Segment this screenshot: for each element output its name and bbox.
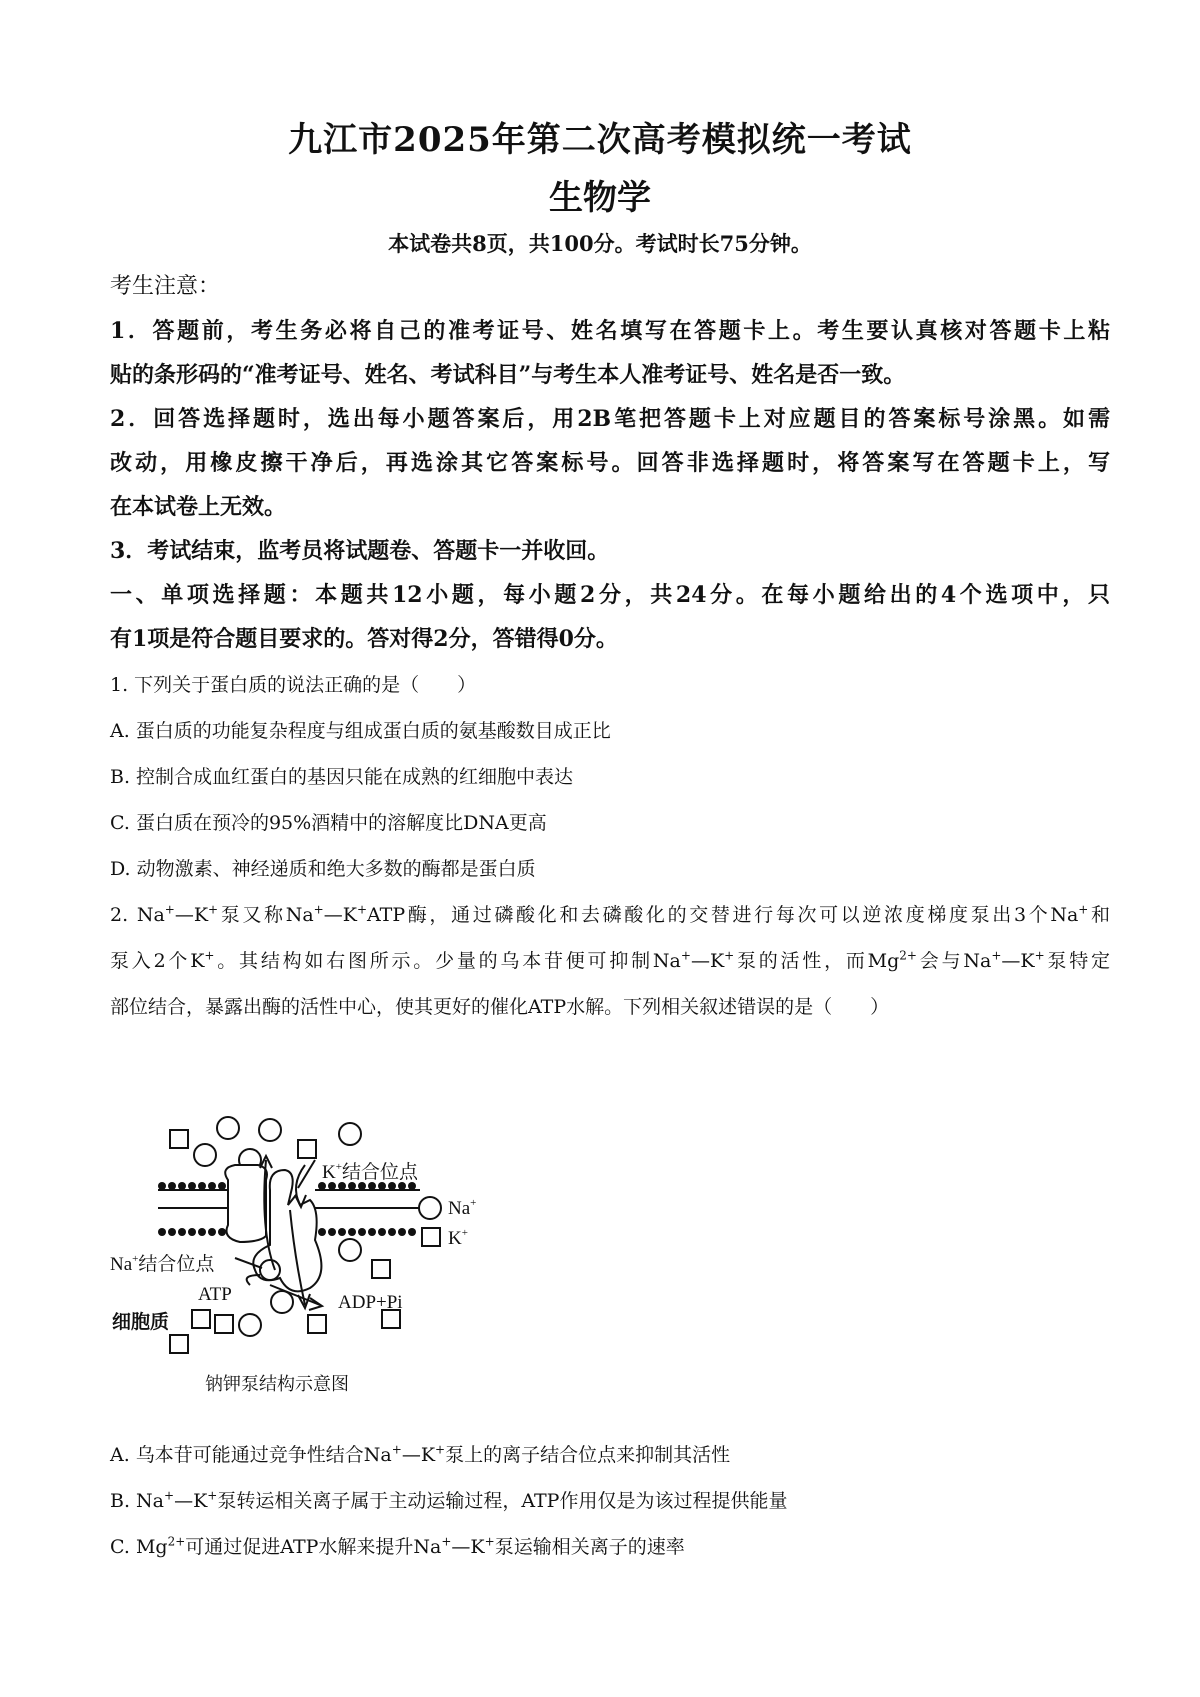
question-2-stem-line-2: 泵入2个K+。其结构如右图所示。少量的乌本苷便可抑制Na+—K+泵的活性，而$Mg^{2+}$会与Na+—K+泵特定	[110, 948, 1110, 972]
k-ion-square	[372, 1260, 390, 1278]
legend-na-label: Na+	[448, 1197, 477, 1219]
question-1-option-d: D. 动物激素、神经递质和绝大多数的酶都是蛋白质	[110, 858, 536, 880]
atp-label: ATP	[198, 1284, 232, 1305]
question-2-option-b: B. Na+—K+泵转运相关离子属于主动运输过程，ATP作用仅是为该过程提供能量	[110, 1488, 788, 1512]
na-ion-circle	[259, 1119, 281, 1141]
k-ion-square	[170, 1335, 188, 1353]
question-1-option-a: A. 蛋白质的功能复杂程度与组成蛋白质的氨基酸数目成正比	[110, 720, 611, 742]
question-1-option-c: C. 蛋白质在预冷的95%酒精中的溶解度比DNA更高	[110, 812, 547, 834]
question-2-option-c: C. $Mg^{2+}$可通过促进ATP水解来提升Na+—K+泵运输相关离子的速率	[110, 1534, 685, 1558]
section-1-heading-line-2: 有1项是符合题目要求的。答对得2分，答错得0分。	[110, 626, 618, 652]
exam-title: 九江市2025年第二次高考模拟统一考试	[288, 120, 912, 160]
notice-item-3: 3．考试结束，监考员将试题卷、答题卡一并收回。	[110, 538, 610, 564]
adp-pi-label: ADP+Pi	[338, 1292, 403, 1313]
na-ion-circle	[239, 1314, 261, 1336]
legend-na-circle	[419, 1197, 441, 1219]
question-2-option-a: A. 乌本苷可能通过竞争性结合Na+—K+泵上的离子结合位点来抑制其活性	[110, 1442, 731, 1466]
na-binding-site-label: Na+结合位点	[110, 1253, 215, 1275]
section-1-heading-line-1: 一、单项选择题：本题共12小题，每小题2分，共24分。在每小题给出的4个选项中，只	[110, 582, 1110, 608]
sodium-potassium-pump-diagram	[110, 1110, 550, 1400]
exam-info: 本试卷共8页，共100分。考试时长75分钟。	[388, 231, 812, 256]
na-ion-circle	[271, 1291, 293, 1313]
notice-item-2-line-3: 在本试卷上无效。	[110, 494, 287, 520]
k-binding-site-label: K+结合位点	[322, 1161, 418, 1183]
notice-item-1-line-2: 贴的条形码的“准考证号、姓名、考试科目”与考生本人准考证号、姓名是否一致。	[110, 362, 906, 388]
pump-protein	[225, 1165, 321, 1291]
na-ion-circle	[339, 1239, 361, 1261]
figure-caption: 钠钾泵结构示意图	[205, 1374, 349, 1394]
na-ion-circle	[217, 1117, 239, 1139]
k-ion-square	[298, 1140, 316, 1158]
notice-item-2-line-1: 2．回答选择题时，选出每小题答案后，用2B笔把答题卡上对应题目的答案标号涂黑。如需	[110, 406, 1110, 432]
k-ion-square	[215, 1315, 233, 1333]
na-ion-circle	[194, 1144, 216, 1166]
question-2-stem-line-3: 部位结合，暴露出酶的活性中心，使其更好的催化ATP水解。下列相关叙述错误的是（ ）	[110, 996, 890, 1018]
cytoplasm-label: 细胞质	[112, 1312, 170, 1333]
k-ion-square	[308, 1315, 326, 1333]
na-ion-circle	[339, 1123, 361, 1145]
legend-k-square	[422, 1228, 440, 1246]
question-1-stem: 1. 下列关于蛋白质的说法正确的是（ ）	[110, 674, 477, 696]
k-ion-square	[170, 1130, 188, 1148]
subject-title: 生物学	[549, 178, 651, 218]
question-2-stem-line-1: 2. Na+—K+泵又称Na+—K+ATP酶，通过磷酸化和去磷酸化的交替进行每次可以逆浓度梯度泵出3个Na+和	[110, 902, 1111, 926]
k-ion-square	[192, 1310, 210, 1328]
question-1-option-b: B. 控制合成血红蛋白的基因只能在成熟的红细胞中表达	[110, 766, 574, 788]
notice-item-1-line-1: 1．答题前，考生务必将自己的准考证号、姓名填写在答题卡上。考生要认真核对答题卡上粘	[110, 318, 1110, 344]
notice-heading: 考生注意：	[110, 274, 221, 299]
legend-k-label: K+	[448, 1227, 468, 1249]
notice-item-2-line-2: 改动，用橡皮擦干净后，再选涂其它答案标号。回答非选择题时，将答案写在答题卡上，写	[110, 450, 1110, 476]
